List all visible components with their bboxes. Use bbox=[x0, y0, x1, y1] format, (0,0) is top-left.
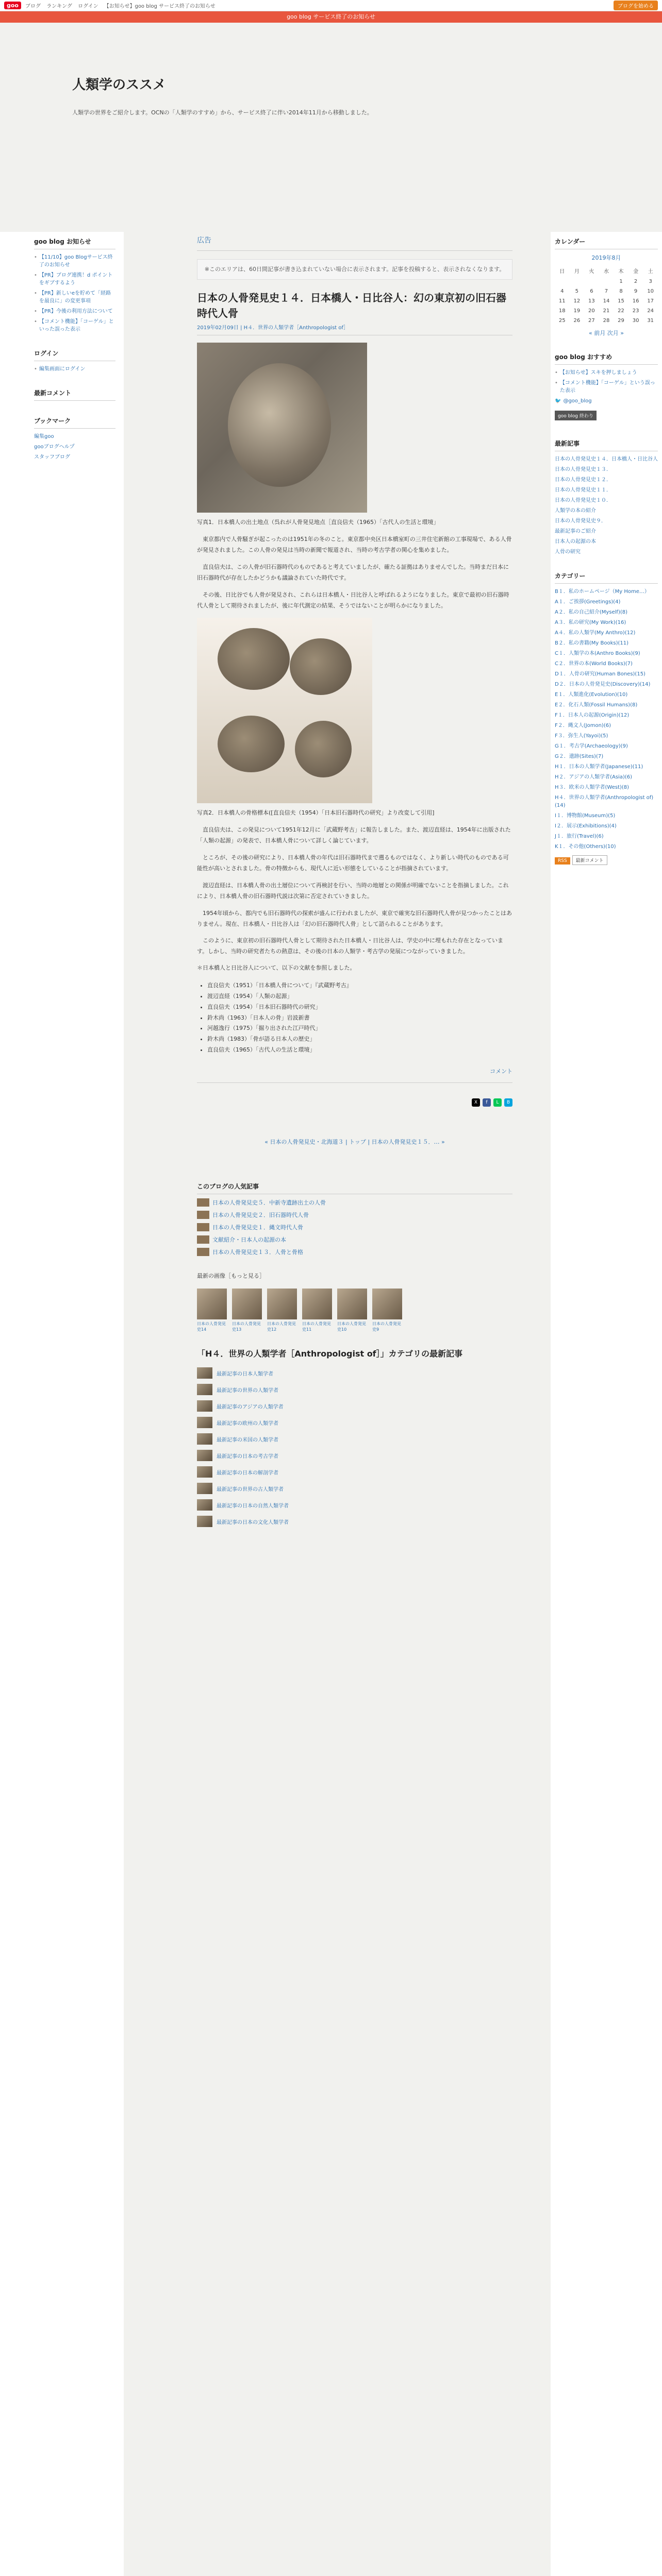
calendar-heading: カレンダー bbox=[555, 237, 658, 249]
category-latest-title[interactable]: 「H４．世界の人類学者［Anthropologist of］」カテゴリの最新記事 bbox=[197, 1349, 463, 1359]
category-latest-item[interactable] bbox=[197, 1466, 512, 1478]
notice-item[interactable] bbox=[34, 308, 115, 315]
category-latest-item[interactable] bbox=[197, 1516, 512, 1527]
category-link[interactable]: H３．欧米の人類学者(West)(8) bbox=[555, 785, 630, 790]
category-latest-list bbox=[197, 1367, 512, 1527]
popular-item-label: 日本の人骨発見史１３．人骨と骨格 bbox=[212, 1249, 303, 1256]
x-share-icon[interactable]: X bbox=[472, 1098, 480, 1107]
osusume-item[interactable] bbox=[555, 369, 658, 377]
latest-post-link[interactable]: 日本の人骨発見史１２． bbox=[555, 477, 611, 483]
calendar-day: 18 bbox=[558, 308, 566, 314]
latest-post-link[interactable]: 人骨の研究 bbox=[555, 549, 581, 555]
top-nav-item[interactable]: ブログ bbox=[25, 4, 41, 9]
calendar-day: 14 bbox=[603, 298, 610, 304]
post-paragraph: ところが、その後の研究により、日本橋人骨の年代は旧石器時代まで遡るものではなく、より新しい時代のものである可能性が高いとされました。骨の特徴からも、現代人に近い形態をしていることが指摘されています。 bbox=[197, 854, 509, 872]
notice-item-label: 【11/10】goo Blogサービス終了のお知らせ bbox=[39, 255, 113, 268]
skull-fragment bbox=[218, 628, 290, 690]
left-sidebar bbox=[0, 232, 124, 2576]
thumb-image bbox=[267, 1289, 297, 1319]
skull-fragment bbox=[290, 638, 352, 695]
thumb-image bbox=[232, 1289, 262, 1319]
image-thumb[interactable] bbox=[232, 1289, 262, 1332]
post-paragraph: その後、日比谷でも人骨が発見され、これらは日本橋人・日比谷人と呼ばれるようになりました。東京で最初の旧石器時代人骨として期待されましたが、後に年代測定の結果、そうではないことが明らかになりました。 bbox=[197, 591, 509, 609]
reference-item: • 直良信夫（1951）「日本橋人骨について」『武蔵野考古』 bbox=[207, 980, 512, 991]
thumb-label: 日本の人骨発見史12 bbox=[267, 1321, 296, 1332]
catitem-label: 最新記事の欧州の人類学者 bbox=[217, 1420, 278, 1427]
calendar-week bbox=[555, 286, 658, 296]
calendar-week bbox=[555, 316, 658, 326]
latest-post-link[interactable]: 日本人の起源の本 bbox=[555, 539, 596, 545]
weekday: 火 bbox=[589, 269, 594, 275]
top-nav-item[interactable]: ログイン bbox=[78, 4, 98, 9]
share-buttons bbox=[197, 1098, 512, 1107]
calendar-day: 12 bbox=[573, 298, 581, 304]
ad-label: 広告 bbox=[197, 232, 512, 251]
calendar-day: 26 bbox=[573, 318, 581, 324]
category-link[interactable]: I２．展示(Exhibitions)(4) bbox=[555, 823, 617, 829]
hatena-share-icon[interactable]: B bbox=[504, 1098, 512, 1107]
popular-item[interactable] bbox=[197, 1198, 512, 1207]
calendar-day bbox=[555, 277, 570, 286]
category-link[interactable]: C２．世界の本(World Books)(7) bbox=[555, 661, 633, 667]
osusume-label: 【お知らせ】スキを押しましょう bbox=[559, 370, 637, 376]
catitem-label: 最新記事の日本人類学者 bbox=[217, 1371, 273, 1377]
category-heading: カテゴリー bbox=[555, 571, 658, 584]
calendar-day: 2 bbox=[634, 279, 638, 284]
calendar-prev-next[interactable]: « 前月 次月 » bbox=[589, 330, 624, 336]
catitem-label: 最新記事の世界の古人類学者 bbox=[217, 1486, 284, 1493]
category-link[interactable]: B２．私の書籍(My Books)(11) bbox=[555, 640, 629, 646]
service-end-ribbon[interactable]: goo blog 終わり bbox=[555, 411, 597, 420]
service-notice-banner[interactable]: goo blog サービス終了のお知らせ bbox=[0, 11, 662, 23]
category-link[interactable]: H１．日本の人類学者(Japanese)(11) bbox=[555, 764, 643, 770]
popular-item-label: 日本の人骨発見史５．中新寺遺跡出土の人骨 bbox=[212, 1199, 326, 1207]
calendar-day: 19 bbox=[573, 308, 581, 314]
popular-item[interactable] bbox=[197, 1223, 512, 1231]
popular-item[interactable] bbox=[197, 1235, 512, 1244]
calendar-day: 5 bbox=[575, 289, 579, 294]
bookmark-link[interactable]: スタッフブログ bbox=[34, 454, 70, 460]
rss-comment-button[interactable]: 最新コメント bbox=[572, 855, 607, 865]
weekday: 日 bbox=[559, 269, 565, 275]
category-latest-item[interactable] bbox=[197, 1499, 512, 1511]
popular-item-label: 日本の人骨発見史２．旧石器時代人骨 bbox=[212, 1212, 309, 1219]
catitem-thumb bbox=[197, 1433, 212, 1445]
notice-item-label: 【PR】新しいeを貯めて「経路を最良に」の変更事項 bbox=[39, 291, 111, 304]
osusume-heading: goo blog おすすめ bbox=[555, 352, 658, 365]
post-paragraph: このように、東京初の旧石器時代人骨として期待された日本橋人・日比谷人は、学史の中に埋もれた存在となっています。しかし、当時の研究者たちの熱意は、その後の日本の人類学・考古学の発展につながっていきました。 bbox=[197, 937, 503, 955]
image-thumb[interactable] bbox=[267, 1289, 297, 1332]
category-latest-item[interactable] bbox=[197, 1433, 512, 1445]
calendar-day: 31 bbox=[647, 318, 654, 324]
latest-post-link[interactable]: 日本の人骨発見史１０． bbox=[555, 498, 611, 503]
bullet-icon: 🐦 bbox=[555, 398, 561, 404]
calendar-day: 30 bbox=[632, 318, 639, 324]
weekday: 月 bbox=[574, 269, 580, 275]
category-link[interactable]: A１．ご挨拶(Greetings)(4) bbox=[555, 599, 621, 605]
latest-post-link[interactable]: 最新記事のご紹介 bbox=[555, 529, 596, 534]
image-thumb[interactable] bbox=[302, 1289, 332, 1332]
skull-photo-1[interactable] bbox=[197, 343, 367, 513]
login-link[interactable] bbox=[34, 365, 115, 373]
login-label: 編集画面にログイン bbox=[39, 366, 86, 372]
post-paragraph: 直良信夫は、この発見について1951年12月に「武蔵野考古」に報告しました。また、渡辺直経は、1954年に出版された「人類の起源」の発表で、日本橋人骨について詳しく論じています。 bbox=[197, 826, 511, 844]
thumb-image bbox=[337, 1289, 367, 1319]
category-link[interactable]: G２．遺跡(Sites)(7) bbox=[555, 754, 604, 759]
blog-title[interactable]: 人類学のススメ bbox=[72, 77, 167, 93]
bookmark-heading: ブックマーク bbox=[34, 416, 115, 429]
thumb-label: 日本の人骨発見史9 bbox=[372, 1321, 401, 1332]
skull-fragment bbox=[295, 721, 352, 777]
osusume-item[interactable] bbox=[555, 379, 658, 395]
category-link[interactable]: C１．人類学の本(Anthro Books)(9) bbox=[555, 651, 640, 656]
notice-item[interactable] bbox=[34, 272, 115, 287]
right-sidebar bbox=[551, 232, 662, 2576]
reference-item: • 鈴木尚（1963）「日本人の骨」岩波新書 bbox=[207, 1013, 512, 1024]
catitem-thumb bbox=[197, 1466, 212, 1478]
latest-post-link[interactable]: 人類学の本の紹介 bbox=[555, 508, 596, 514]
calendar-table bbox=[555, 265, 658, 326]
calendar-day: 15 bbox=[618, 298, 624, 304]
skull-image bbox=[228, 363, 331, 487]
image-thumb[interactable] bbox=[197, 1289, 227, 1332]
calendar-day: 13 bbox=[588, 298, 595, 304]
image-thumb[interactable] bbox=[337, 1289, 367, 1332]
category-link[interactable]: F１．日本人の起源(Origin)(12) bbox=[555, 713, 630, 718]
post-meta[interactable]: 2019年02月09日 | H４．世界の人類学者［Anthropologist of］ bbox=[197, 323, 512, 335]
catitem-thumb bbox=[197, 1384, 212, 1395]
osusume-item[interactable] bbox=[555, 397, 658, 405]
thumb-label: 日本の人骨発見史14 bbox=[197, 1321, 226, 1332]
calendar-day: 27 bbox=[588, 318, 595, 324]
calendar-day: 29 bbox=[618, 318, 624, 324]
calendar-month: 2019年8月 bbox=[591, 255, 621, 261]
bookmark-link[interactable]: gooブログヘルプ bbox=[34, 444, 75, 450]
category-link[interactable]: E２．化石人類(Fossil Humans)(8) bbox=[555, 702, 638, 708]
bullet-icon: • bbox=[34, 366, 37, 372]
calendar-day bbox=[584, 277, 599, 286]
catitem-label: 最新記事の日本の解剖学者 bbox=[217, 1470, 278, 1476]
reference-item: • 渡辺直経（1954）「人類の起源」 bbox=[207, 991, 512, 1002]
calendar-day: 28 bbox=[603, 318, 610, 324]
bullet-icon: • bbox=[555, 370, 558, 376]
category-latest-item[interactable] bbox=[197, 1400, 512, 1412]
latest-post-link[interactable]: 日本の人骨発見史９． bbox=[555, 518, 606, 524]
facebook-share-icon[interactable]: f bbox=[483, 1098, 491, 1107]
category-link[interactable]: B１．私のホームページ（My Home…） bbox=[555, 589, 650, 595]
category-latest-item[interactable] bbox=[197, 1367, 512, 1379]
reference-item: • 河越逸行（1975）「掘り出された江戸時代」 bbox=[207, 1023, 512, 1034]
popular-posts bbox=[197, 1182, 512, 1256]
skull-photo-2[interactable] bbox=[197, 618, 372, 803]
notice-item-label: 【PR】ブログ連携！d ポイントをギブするよう bbox=[39, 273, 113, 286]
popular-thumb bbox=[197, 1248, 209, 1256]
catitem-thumb bbox=[197, 1499, 212, 1511]
catitem-thumb bbox=[197, 1516, 212, 1527]
bullet-icon: • bbox=[34, 309, 37, 314]
calendar-day: 25 bbox=[558, 318, 566, 324]
calendar-day: 24 bbox=[647, 308, 654, 314]
calendar-day: 23 bbox=[632, 308, 639, 314]
popular-item-label: 文献紹介・日本人の起源の本 bbox=[212, 1236, 286, 1244]
comment-link[interactable]: コメント bbox=[197, 1062, 512, 1083]
rss-button[interactable]: RSS bbox=[555, 857, 570, 865]
calendar-day: 8 bbox=[619, 289, 623, 294]
thumb-image bbox=[197, 1289, 227, 1319]
thumb-image bbox=[302, 1289, 332, 1319]
post-paragraph: 渡辺直経は、日本橋人骨の出土層位について再検討を行い、当時の地層との関係が明確でないことを指摘しました。これにより、日本橋人骨の旧石器時代説は次第に否定されていきました。 bbox=[197, 882, 509, 900]
catitem-label: 最新記事の日本の文化人類学者 bbox=[217, 1519, 289, 1526]
category-link[interactable]: D１．人骨の研究(Human Bones)(15) bbox=[555, 671, 646, 677]
post-paragraph: 1954年頃から、都内でも旧石器時代の探索が盛んに行われましたが、東京で確実な旧石器時代人骨が見つかったことはありません。現在、日本橋人・日比谷人は「幻の旧石器時代人骨」として語られることがあります。 bbox=[197, 909, 512, 927]
osusume-label: @goo_blog bbox=[563, 398, 592, 404]
category-link[interactable]: D２．日本の人骨発見史(Discovery)(14) bbox=[555, 682, 651, 687]
calendar-day: 20 bbox=[588, 308, 595, 314]
post-paragraph: 直良信夫は、この人骨が旧石器時代のものであると考えていましたが、確たる証拠はありませんでした。当時まだ日本に旧石器時代が存在したかどうかも議論されていた時代です。 bbox=[197, 564, 509, 581]
calendar-week bbox=[555, 296, 658, 306]
category-link[interactable]: F２．縄文人(Jomon)(6) bbox=[555, 723, 611, 728]
calendar-day: 6 bbox=[590, 289, 593, 294]
thumb-label: 日本の人骨発見史11 bbox=[302, 1321, 331, 1332]
weekday: 水 bbox=[603, 269, 609, 275]
latest-post-link[interactable]: 日本の人骨発見史１３． bbox=[555, 467, 611, 472]
top-nav-item[interactable]: ランキング bbox=[46, 4, 72, 9]
weekday: 木 bbox=[618, 269, 624, 275]
catitem-label: 最新記事の世界の人類学者 bbox=[217, 1387, 278, 1394]
references-list bbox=[207, 980, 512, 1056]
category-link[interactable]: K１．その他(Others)(10) bbox=[555, 844, 616, 850]
calendar-week bbox=[555, 277, 658, 286]
popular-heading: このブログの人気記事 bbox=[197, 1182, 512, 1194]
catitem-thumb bbox=[197, 1417, 212, 1428]
category-link[interactable]: F３．弥生人(Yayoi)(5) bbox=[555, 733, 608, 739]
category-link[interactable]: H２．アジアの人類学者(Asia)(6) bbox=[555, 774, 633, 780]
weekday: 土 bbox=[648, 269, 653, 275]
category-link[interactable]: G１．考古学(Archaeology)(9) bbox=[555, 743, 628, 749]
popular-thumb bbox=[197, 1235, 209, 1244]
top-nav bbox=[25, 2, 220, 9]
popular-thumb bbox=[197, 1223, 209, 1231]
bookmark-link[interactable]: 編集goo bbox=[34, 434, 54, 439]
category-latest-item[interactable] bbox=[197, 1450, 512, 1461]
register-button[interactable]: ブログを始める bbox=[614, 1, 658, 10]
calendar-day: 21 bbox=[603, 308, 610, 314]
top-right bbox=[614, 1, 658, 10]
bullet-icon: • bbox=[555, 380, 558, 386]
category-latest-item[interactable] bbox=[197, 1417, 512, 1428]
calendar-day: 16 bbox=[632, 298, 639, 304]
notice-item[interactable] bbox=[34, 253, 115, 269]
notice-item-label: 【コメント機能】「コーゲル」といった誤った表示 bbox=[39, 319, 114, 332]
references-heading: ＊日本橋人と日比谷人について、以下の文献を参照しました。 bbox=[197, 964, 356, 972]
category-link[interactable]: I１．博物館(Museum)(5) bbox=[555, 813, 616, 819]
popular-thumb bbox=[197, 1211, 209, 1219]
latest-posts-heading: 最新記事 bbox=[555, 439, 658, 451]
notice-item[interactable] bbox=[34, 318, 115, 333]
thumb-label: 日本の人骨発見史10 bbox=[337, 1321, 366, 1332]
catitem-thumb bbox=[197, 1450, 212, 1461]
reference-item: • 鈴木尚（1983）「骨が語る日本人の歴史」 bbox=[207, 1034, 512, 1045]
category-link[interactable]: H４．世界の人類学者(Anthropologist of)(14) bbox=[555, 795, 654, 808]
latest-images-heading[interactable]: 最新の画像［もっと見る］ bbox=[197, 1273, 265, 1280]
calendar-day: 10 bbox=[647, 289, 654, 294]
calendar-week bbox=[555, 306, 658, 316]
top-notice-link[interactable]: 【お知らせ】goo blog サービス終了のお知らせ bbox=[104, 4, 216, 9]
osusume-label: 【コメント機能】「コーゲル」という誤った表示 bbox=[559, 380, 655, 394]
blog-description: 人類学の世界をご紹介します。OCNの「人類学のすすめ」から、サービス終了に伴い2014年11月から移動しました。 bbox=[72, 109, 373, 116]
notice-item[interactable] bbox=[34, 290, 115, 305]
calendar-day: 1 bbox=[619, 279, 623, 284]
bullet-icon: • bbox=[34, 319, 37, 325]
post-title[interactable]: 日本の人骨発見史１４．日本橋人・日比谷人：幻の東京初の旧石器時代人骨 bbox=[197, 291, 506, 319]
page-navigation[interactable]: « 日本の人骨発見史・北海道３ | トップ | 日本の人骨発見史１５．… » bbox=[264, 1139, 445, 1146]
login-heading: ログイン bbox=[34, 349, 115, 361]
photo-caption-2: 写真2．日本橋人の骨格標本([直良信夫（1954）「日本旧石器時代の研究」より改変して引用] bbox=[197, 809, 435, 816]
notice-item-label: 【PR】今後の利用方法について bbox=[39, 309, 113, 314]
calendar-day bbox=[599, 277, 614, 286]
bullet-icon: • bbox=[34, 255, 37, 260]
goo-notice-heading: goo blog お知らせ bbox=[34, 237, 115, 249]
catitem-label: 最新記事のアジアの人類学者 bbox=[217, 1404, 284, 1410]
latest-post-link[interactable]: 日本の人骨発見史１４．日本橋人・日比谷人 bbox=[555, 456, 658, 462]
popular-item[interactable] bbox=[197, 1248, 512, 1256]
popular-item[interactable] bbox=[197, 1211, 512, 1219]
thumb-label: 日本の人骨発見史13 bbox=[232, 1321, 261, 1332]
goo-logo[interactable]: goo bbox=[4, 2, 21, 9]
category-latest-item[interactable] bbox=[197, 1384, 512, 1395]
bullet-icon: • bbox=[34, 273, 37, 278]
thumb-image bbox=[372, 1289, 402, 1319]
main-column bbox=[185, 232, 525, 1532]
top-bar bbox=[0, 0, 662, 11]
latest-post-link[interactable]: 日本の人骨発見史１１． bbox=[555, 487, 611, 493]
category-link[interactable]: E１．人類進化(Evolution)(10) bbox=[555, 692, 628, 698]
photo-caption-1: 写真1．日本橋人の出土地点（呉れが人骨発見地点［直良信夫（1965）「古代人の生活と環境」 bbox=[197, 518, 439, 526]
popular-thumb bbox=[197, 1198, 209, 1207]
calendar-day: 11 bbox=[558, 298, 566, 304]
skull-fragment bbox=[218, 716, 285, 772]
line-share-icon[interactable]: L bbox=[493, 1098, 502, 1107]
catitem-thumb bbox=[197, 1483, 212, 1494]
popular-item-label: 日本の人骨発見史１．縄文時代人骨 bbox=[212, 1224, 303, 1231]
calendar-day: 9 bbox=[634, 289, 638, 294]
calendar-day bbox=[570, 277, 585, 286]
calendar-day: 4 bbox=[560, 289, 564, 294]
calendar-day: 22 bbox=[618, 308, 624, 314]
catitem-thumb bbox=[197, 1367, 212, 1379]
catitem-thumb bbox=[197, 1400, 212, 1412]
catitem-label: 最新記事の日本の自然人類学者 bbox=[217, 1503, 289, 1509]
bullet-icon: • bbox=[34, 291, 37, 296]
category-link[interactable]: A４．私の人類学(My Anthro)(12) bbox=[555, 630, 636, 636]
latest-comments-heading: 最新コメント bbox=[34, 388, 115, 401]
calendar-day: 17 bbox=[647, 298, 654, 304]
category-link[interactable]: A２．私の自己紹介(Myself)(8) bbox=[555, 609, 628, 615]
reference-item: • 直良信夫（1954）「日本旧石器時代の研究」 bbox=[207, 1002, 512, 1013]
blog-header bbox=[0, 23, 662, 208]
latest-images bbox=[197, 1289, 512, 1332]
weekday: 金 bbox=[633, 269, 639, 275]
calendar-weekdays bbox=[555, 265, 658, 277]
category-link[interactable]: A３．私の研究(My Work)(16) bbox=[555, 620, 626, 625]
inactivity-notice: ※このエリアは、60日間記事が書き込まれていない場合に表示されます。記事を投稿すると、表示されなくなります。 bbox=[197, 259, 512, 280]
category-link[interactable]: J１．旅行(Travel)(6) bbox=[555, 834, 604, 839]
reference-item: • 直良信夫（1965）「古代人の生活と環境」 bbox=[207, 1045, 512, 1056]
catitem-label: 最新記事の米国の人類学者 bbox=[217, 1437, 278, 1443]
image-thumb[interactable] bbox=[372, 1289, 402, 1332]
calendar-day: 7 bbox=[604, 289, 608, 294]
calendar-day: 3 bbox=[649, 279, 652, 284]
post-paragraph: 東京都内で人骨騒ぎが起こったのは1951年の冬のこと。東京都中央区日本橋室町の三井住宅新館の工事現場で、ある人骨が発見されました。この人骨の発見は当時の新聞で報道され、当時の考古学者の関心を集めました。 bbox=[197, 536, 512, 554]
category-latest-item[interactable] bbox=[197, 1483, 512, 1494]
catitem-label: 最新記事の日本の考古学者 bbox=[217, 1453, 278, 1460]
